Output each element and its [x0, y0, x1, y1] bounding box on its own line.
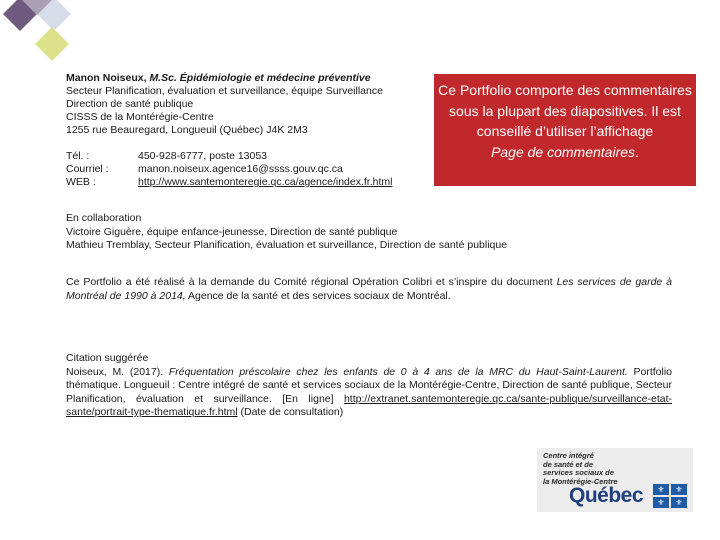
collaboration-heading: En collaboration	[66, 212, 142, 224]
author-name: Manon Noiseux,	[66, 72, 147, 84]
portfolio-text-before: Ce Portfolio a été réalisé à la demande du Comité régional Opération Colibri et s’inspire du document	[66, 276, 557, 288]
contact-row-web	[66, 176, 392, 189]
fleur-de-lis-icon: ⚜	[653, 484, 669, 495]
email-label: Courriel :	[66, 163, 109, 175]
citation-rest: Portfolio thématique. Longueuil : Centre intégré de santé et services sociaux de la Montérégie-Centre, Direction de santé publique, Secteur Planification, évaluation et surveillance. [En ligne]	[66, 365, 672, 405]
citation-link[interactable]: http://extranet.santemonteregie.qc.ca/sante-publique/surveillance-etat-sante/portrait-type-thematique.fr.html	[66, 392, 672, 418]
logo-org-name	[543, 452, 618, 486]
comments-notice-box	[434, 74, 696, 186]
author-name-line	[66, 72, 426, 85]
citation-heading: Citation suggérée	[66, 352, 149, 364]
notice-text: Ce Portfolio comporte des commentaires sous la plupart des diapositives. Il est conseillé d’utiliser l’affichage	[438, 82, 692, 139]
portfolio-source-title: Les services de garde à Montréal de 1990 à 2014,	[66, 276, 672, 302]
fleur-de-lis-icon: ⚜	[671, 484, 687, 495]
web-link[interactable]: http://www.santemonteregie.qc.ca/agence/index.fr.html	[138, 176, 393, 188]
decor-diamond-4	[35, 27, 69, 61]
contact-row-tel	[66, 150, 392, 163]
collaboration-line: Mathieu Tremblay, Secteur Planification, évaluation et surveillance, Direction de santé publique	[66, 239, 508, 251]
logo-org-line: la Montérégie-Centre	[543, 476, 618, 486]
author-line: Direction de santé publique	[66, 98, 194, 110]
fleur-de-lis-icon: ⚜	[671, 497, 687, 508]
logo-org-line: Centre intégré	[543, 451, 594, 460]
contact-row-email	[66, 163, 392, 176]
citation-title: Fréquentation préscolaire chez les enfants de 0 à 4 ans de la MRC du Haut-Saint-Laurent.	[168, 365, 628, 378]
portfolio-text-after: Agence de la santé et des services sociaux de Montréal.	[185, 289, 451, 302]
author-block	[66, 72, 426, 137]
author-line: 1255 rue Beauregard, Longueuil (Québec) J4K 2M3	[66, 124, 308, 136]
fleur-de-lis-icon: ⚜	[653, 497, 669, 508]
author-line: CISSS de la Montérégie-Centre	[66, 111, 214, 123]
web-label: WEB :	[66, 176, 96, 188]
portfolio-note	[66, 276, 672, 303]
quebec-wordmark: Québec	[569, 484, 644, 507]
notice-end: .	[635, 143, 639, 160]
tel-label: Tél. :	[66, 150, 90, 162]
collaboration-block	[66, 212, 686, 253]
collaboration-line: Victoire Giguère, équipe enfance-jeunesse, Direction de santé publique	[66, 225, 398, 238]
citation-author: Noiseux, M. (2017).	[66, 365, 169, 378]
citation-block	[66, 352, 672, 420]
logo-org-line: de santé et de	[543, 459, 594, 469]
notice-italic: Page de commentaires	[491, 143, 636, 160]
author-credentials: M.Sc. Épidémiologie et médecine préventive	[149, 72, 371, 84]
quebec-flag-icon	[653, 484, 687, 508]
email-value[interactable]: manon.noiseux.agence16@ssss.gouv.qc.ca	[138, 163, 343, 175]
tel-value: 450-928-6777, poste 13053	[138, 150, 268, 162]
citation-end: (Date de consultation)	[237, 406, 344, 418]
author-line: Secteur Planification, évaluation et surveillance, équipe Surveillance	[66, 85, 383, 97]
logo-org-line: services sociaux de	[543, 468, 614, 477]
contact-block	[66, 150, 392, 189]
cisss-logo	[537, 448, 693, 512]
